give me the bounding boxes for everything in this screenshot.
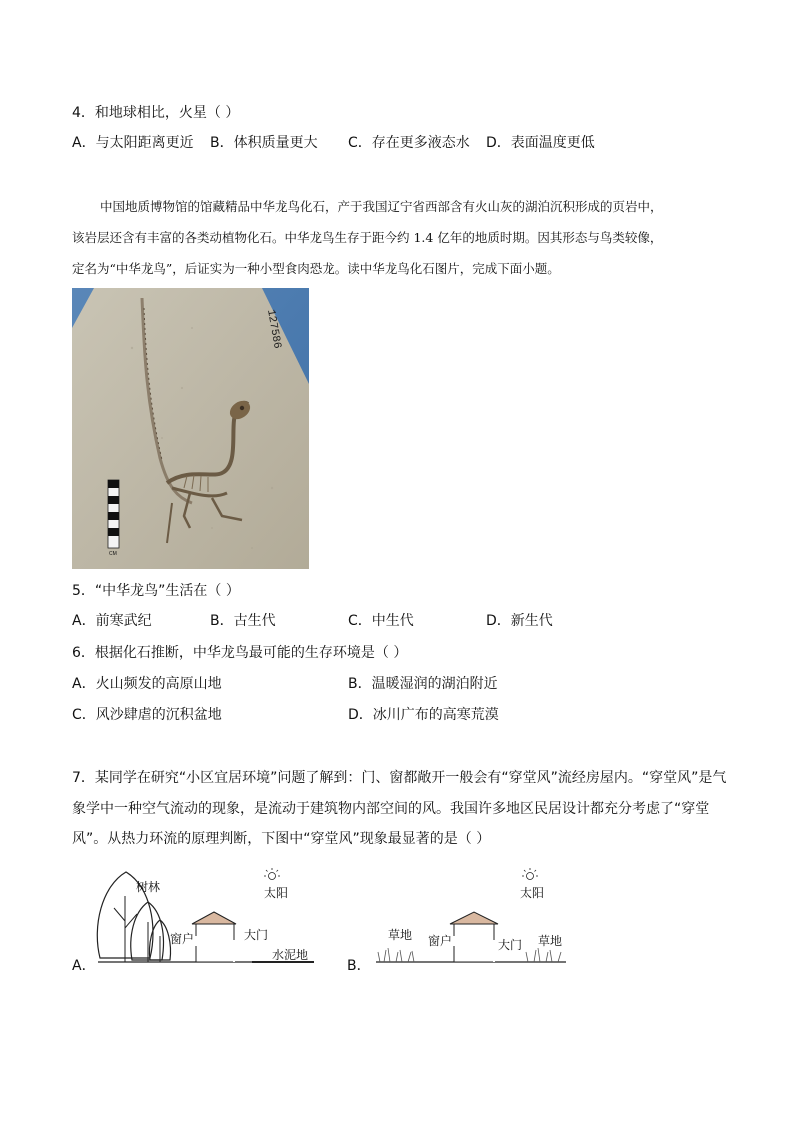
sun-icon — [522, 868, 538, 880]
diagram-a-sun-label: 太阳 — [264, 886, 289, 900]
diagram-a-door-label: 大门 — [244, 928, 269, 942]
q5-option-c: C．中生代 — [348, 613, 414, 629]
q6-option-a: A．火山频发的高原山地 — [72, 676, 222, 692]
diagram-b-door-label: 大门 — [498, 938, 523, 952]
q4-stem: 4．和地球相比，火星（ ） — [72, 105, 240, 121]
q6-stem: 6．根据化石推断，中华龙鸟最可能的生存环境是（ ） — [72, 645, 408, 661]
passage-line-1: 中国地质博物馆的馆藏精品中华龙鸟化石，产于我国辽宁省西部含有火山灰的湖泊沉积形成的页岩中， — [100, 199, 663, 214]
q6-option-d: D．冰川广布的高寒荒漠 — [348, 707, 499, 723]
diagram-b-sun-label: 太阳 — [520, 886, 545, 900]
fossil-photo — [72, 288, 309, 569]
diagram-b — [370, 866, 580, 976]
scale-bar — [108, 480, 119, 557]
q5-option-b: B．古生代 — [210, 613, 276, 629]
passage-line-2: 该岩层还含有丰富的各类动植物化石。中华龙鸟生存于距今约 1.4 亿年的地质时期。因其形态与鸟类较像， — [72, 230, 663, 245]
diagram-b-grass-right-label: 草地 — [538, 934, 563, 948]
diagram-a-window-label: 窗户 — [170, 932, 195, 946]
diagram-a-option-label: A． — [72, 958, 96, 974]
specimen-number: 127586 — [264, 308, 283, 350]
diagram-b-drawing — [370, 866, 580, 976]
diagram-a-ground-label: 水泥地 — [272, 948, 309, 962]
house-icon — [196, 924, 234, 962]
house-roof — [450, 912, 498, 924]
q4-option-b: B．体积质量更大 — [210, 135, 318, 151]
grass-icon — [378, 948, 414, 962]
q6-option-c: C．风沙肆虐的沉积盆地 — [72, 707, 222, 723]
house-roof — [192, 912, 236, 924]
q4-option-d: D．表面温度更低 — [486, 135, 595, 151]
q5-option-a: A．前寒武纪 — [72, 613, 152, 629]
q6-option-b: B．温暖湿润的湖泊附近 — [348, 676, 498, 692]
q4-option-a: A．与太阳距离更近 — [72, 135, 194, 151]
q7-line-3: 风”。从热力环流的原理判断，下图中“穿堂风”现象最显著的是（ ） — [72, 831, 491, 847]
q7-line-2: 象学中一种空气流动的现象，是流动于建筑物内部空间的风。我国许多地区民居设计都充分考虑了“穿堂 — [72, 801, 710, 817]
q7-line-1: 7．某同学在研究“小区宜居环境”问题了解到：门、窗都敞开一般会有“穿堂风”流经房屋内。“穿堂风”是气 — [72, 770, 727, 786]
passage-line-3: 定名为“中华龙鸟”，后证实为一种小型食肉恐龙。读中华龙鸟化石图片，完成下面小题。 — [72, 261, 560, 276]
q5-option-d: D．新生代 — [486, 613, 553, 629]
q5-stem: 5．“中华龙鸟”生活在（ ） — [72, 583, 240, 599]
diagram-a-trees-label: 树林 — [136, 880, 161, 894]
q4-option-c: C．存在更多液态水 — [348, 135, 470, 151]
diagram-a — [92, 866, 332, 976]
house-icon — [454, 924, 494, 962]
diagram-b-window-label: 窗户 — [428, 934, 453, 948]
sun-icon — [264, 868, 280, 880]
scale-label: CM — [109, 551, 117, 557]
grass-icon — [526, 948, 561, 962]
diagram-b-option-label: B． — [347, 958, 371, 974]
fossil-illustration — [72, 288, 309, 569]
diagram-b-grass-left-label: 草地 — [388, 928, 413, 942]
